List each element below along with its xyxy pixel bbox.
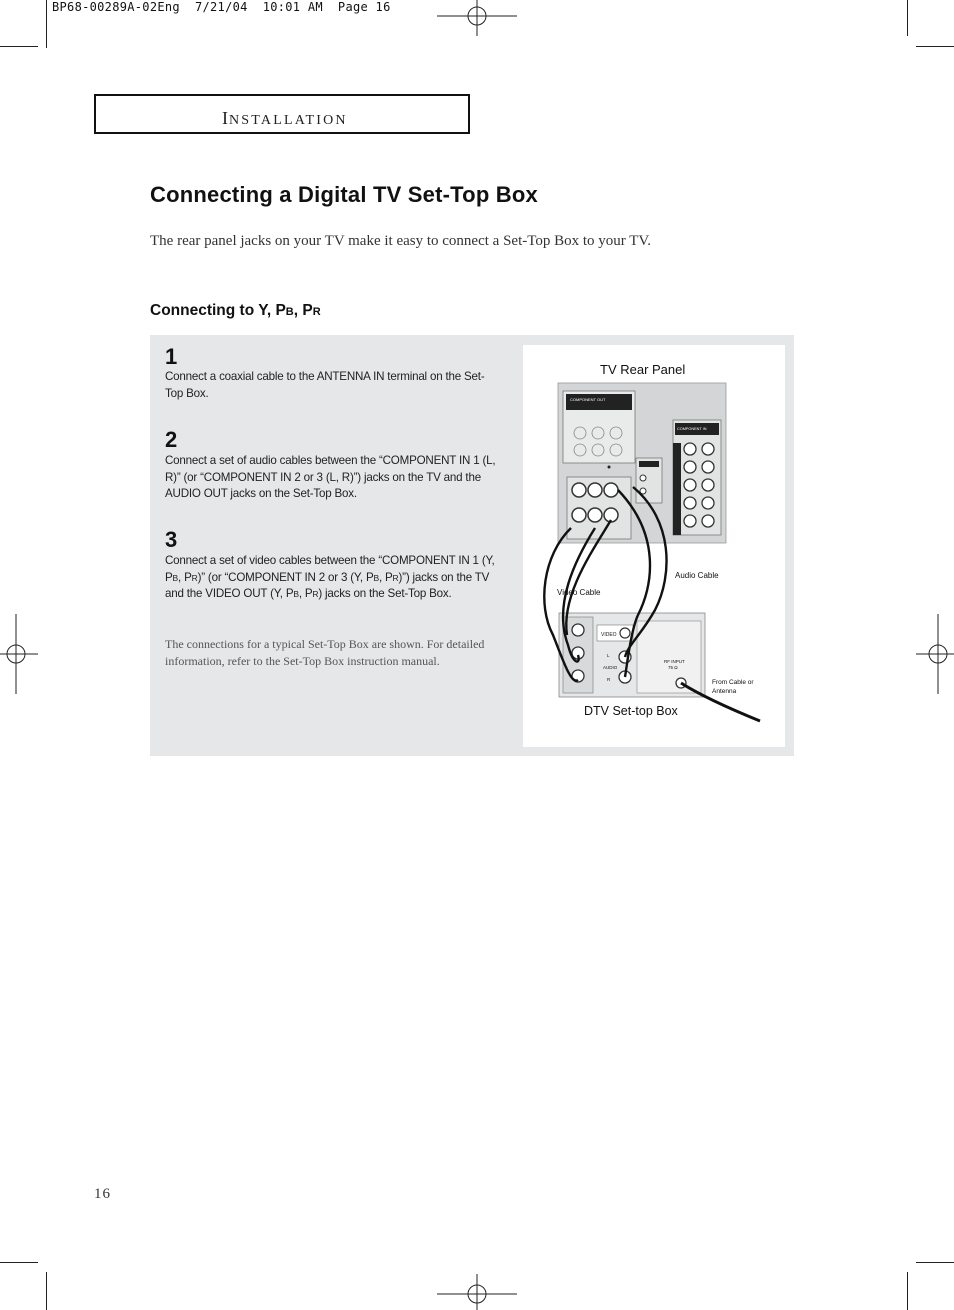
subtitle-sub-b: B <box>285 306 294 318</box>
jack <box>604 508 618 522</box>
subtitle-sub-r: R <box>312 306 321 318</box>
step-text-sub: B <box>172 572 179 583</box>
crop-mark <box>46 0 47 48</box>
connection-diagram-svg <box>523 345 785 747</box>
print-slug: BP68-00289A-02Eng 7/21/04 10:01 AM Page 16 <box>52 0 391 14</box>
jack <box>684 515 696 527</box>
step-text <box>165 553 500 603</box>
step-text-sub: B <box>293 589 299 600</box>
registration-mark-top <box>437 0 517 36</box>
component-in-side-strip <box>673 443 681 535</box>
step-number: 2 <box>165 427 178 452</box>
crop-mark <box>916 1262 954 1263</box>
audio-label: AUDIO <box>603 665 618 670</box>
rf-input-label: RF INPUT <box>664 659 685 664</box>
jack <box>702 443 714 455</box>
page-number: 16 <box>94 1186 111 1202</box>
component-in-label: COMPONENT IN <box>677 427 707 431</box>
step-text-part: , P <box>178 570 192 584</box>
subsection-title <box>150 302 321 320</box>
antenna-label: Antenna <box>712 688 737 695</box>
registration-mark-right <box>916 614 954 694</box>
jack <box>702 461 714 473</box>
jack <box>684 497 696 509</box>
jack <box>684 479 696 491</box>
note-text: The connections for a typical Set-Top Box are shown. For detailed information, refer to the Set-Top Box instruction manual. <box>165 637 485 668</box>
step-text-part: ) jacks on the Set-Top Box. <box>318 587 452 601</box>
step-text: Connect a coaxial cable to the ANTENNA IN terminal on the Set-Top Box. <box>165 370 485 400</box>
step-text-sub: R <box>392 572 399 583</box>
section-label-initial: I <box>222 108 229 128</box>
crop-mark <box>46 1272 47 1310</box>
jack <box>572 483 586 497</box>
audio-r-label: R <box>607 677 611 682</box>
crop-mark <box>907 1272 908 1310</box>
jack <box>608 466 611 469</box>
input-block-header <box>639 461 659 467</box>
page-title: Connecting a Digital TV Set-Top Box <box>150 182 538 207</box>
step-text-sub: R <box>312 589 319 600</box>
step-text-sub: B <box>373 572 379 583</box>
step-text-part: Connect a set of video cables between the “COMPONENT IN 1 (Y, P <box>165 554 495 584</box>
section-label-rest: NSTALLATION <box>229 113 348 128</box>
section-header <box>94 94 470 134</box>
step-text-part: )” (or “COMPONENT IN 2 or 3 (Y, P <box>197 570 374 584</box>
component-out-label: COMPONENT OUT <box>570 397 606 402</box>
subtitle-mid: , P <box>293 302 313 319</box>
crop-mark <box>916 46 954 47</box>
step-text-part: , P <box>298 587 313 601</box>
registration-mark-left <box>0 614 38 694</box>
jack <box>620 628 630 638</box>
rf-input-block <box>637 621 701 693</box>
crop-mark <box>0 46 38 47</box>
crop-mark <box>0 1262 38 1263</box>
jack <box>604 483 618 497</box>
jack <box>702 479 714 491</box>
step-text-part: )”) jacks on the TV and the VIDEO OUT (Y, P <box>165 570 490 601</box>
audio-cable-label: Audio Cable <box>675 571 719 580</box>
jack <box>588 508 602 522</box>
step-text-part: , P <box>378 570 393 584</box>
video-jack-label: VIDEO <box>601 632 617 638</box>
jack <box>640 475 646 481</box>
jack <box>572 624 584 636</box>
jack <box>684 461 696 473</box>
jack <box>588 483 602 497</box>
audio-l-label: L <box>607 653 610 658</box>
jack <box>702 515 714 527</box>
step-text: Connect a set of audio cables between the “COMPONENT IN 1 (L, R)” (or “COMPONENT IN 2 or 3 (L, R)”) jacks on the TV and the AUDIO OUT jacks on the Set-Top Box. <box>165 454 496 501</box>
video-cable-label: Video Cable <box>557 588 601 597</box>
jack <box>684 443 696 455</box>
step-text-sub: R <box>191 572 198 583</box>
dtv-set-top-box-label: DTV Set-top Box <box>584 704 678 718</box>
connection-diagram <box>523 345 785 747</box>
from-cable-label: From Cable or <box>712 679 754 686</box>
intro-text: The rear panel jacks on your TV make it easy to connect a Set-Top Box to your TV. <box>150 233 652 249</box>
jack <box>702 497 714 509</box>
tv-rear-panel-label: TV Rear Panel <box>600 362 686 377</box>
registration-mark-bottom <box>437 1274 517 1310</box>
jack <box>572 508 586 522</box>
subtitle-prefix: Connecting to Y, P <box>150 302 286 319</box>
step-number: 3 <box>165 527 178 552</box>
section-label <box>222 108 348 129</box>
crop-mark <box>907 0 908 36</box>
step-number: 1 <box>165 344 178 369</box>
rf-ohms-label: 75 Ω <box>668 665 678 670</box>
